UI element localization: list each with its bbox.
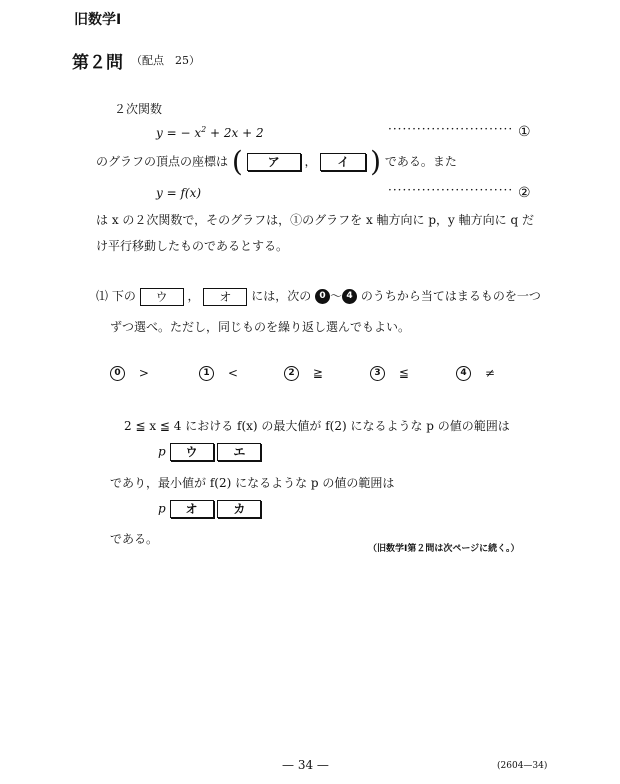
answer-box-ka[interactable]: カ <box>217 500 261 518</box>
question-1-pre: 下の <box>111 289 136 303</box>
choice-0-number: 0 <box>110 366 125 381</box>
choice-1-symbol: < <box>227 366 238 380</box>
question-1-line-2: ずつ選べ。ただし，同じものを繰り返し選んでもよい。 <box>110 320 411 334</box>
min-condition-text: であり，最小値が f(2) になるような p の値の範囲は <box>110 476 395 490</box>
description-line-2: け平行移動したものであるとする。 <box>96 239 289 253</box>
close-paren: ) <box>370 145 382 178</box>
equation-1-number: ① <box>518 124 531 140</box>
end-text: である。 <box>110 532 159 546</box>
equation-1-rhs: + 2x + 2 <box>206 126 264 140</box>
description-line-1: は x の２次関数で，そのグラフは，①のグラフを x 軸方向に p，y 軸方向に q だ <box>96 213 534 227</box>
min-answer-row <box>158 500 261 518</box>
equation-1-exponent: 2 <box>201 125 207 134</box>
equation-2-number: ② <box>518 185 531 201</box>
choice-1-number: 1 <box>199 366 214 381</box>
vertex-suffix: である。また <box>384 154 457 169</box>
question-1-post: のうちから当てはまるものを一つ <box>360 289 541 303</box>
vertex-comma: ， <box>304 154 317 169</box>
choice-2[interactable] <box>284 366 323 381</box>
page-number: — 34 — <box>282 758 329 772</box>
equation-1 <box>156 125 264 140</box>
vertex-line <box>96 145 457 178</box>
answer-box-e[interactable]: エ <box>217 443 261 461</box>
question-1-line-1 <box>96 287 541 306</box>
question-1-label: ⑴ <box>96 289 109 303</box>
choice-3[interactable] <box>370 366 409 381</box>
equation-1-dots: ·························· <box>388 122 514 136</box>
choice-2-symbol: ≧ <box>312 366 323 380</box>
choice-4-symbol: ≠ <box>484 366 495 380</box>
page-code: (2604—34) <box>497 761 548 771</box>
answer-box-o-2[interactable]: オ <box>170 500 214 518</box>
equation-2: y = f(x) <box>156 186 202 200</box>
answer-box-u[interactable]: ウ <box>140 288 184 306</box>
range-separator: ～ <box>330 289 343 303</box>
choice-4[interactable] <box>456 366 495 381</box>
choice-0[interactable] <box>110 366 149 381</box>
question-1-comma: ， <box>187 289 200 303</box>
choice-3-number: 3 <box>370 366 385 381</box>
choice-0-symbol: > <box>138 366 149 380</box>
range-to-marker: 4 <box>342 289 357 304</box>
problem-title: 第２問 <box>72 53 123 73</box>
problem-points: （配点 25） <box>131 54 200 67</box>
choice-2-number: 2 <box>284 366 299 381</box>
max-p-variable: p <box>158 444 166 459</box>
choice-1[interactable] <box>199 366 238 381</box>
vertex-prefix: のグラフの頂点の座標は <box>96 154 229 169</box>
equation-2-dots: ·························· <box>388 183 514 197</box>
continue-note: （旧数学Ⅰ第２問は次ページに続く。） <box>368 544 520 554</box>
intro-heading: ２次関数 <box>114 102 163 116</box>
choice-4-number: 4 <box>456 366 471 381</box>
range-from-marker: 0 <box>315 289 330 304</box>
answer-box-a[interactable]: ア <box>247 153 301 171</box>
subject-header: 旧数学Ⅰ <box>74 12 122 28</box>
equation-1-lhs: y = − x <box>156 126 202 140</box>
answer-box-u-2[interactable]: ウ <box>170 443 214 461</box>
max-condition-text: 2 ≦ x ≦ 4 における f(x) の最大値が f(2) になるような p の値の範囲は <box>124 419 510 433</box>
question-1-mid: には，次の <box>251 289 312 303</box>
max-answer-row <box>158 443 261 461</box>
answer-box-i[interactable]: イ <box>320 153 366 171</box>
choice-3-symbol: ≦ <box>398 366 409 380</box>
answer-box-o[interactable]: オ <box>203 288 247 306</box>
min-p-variable: p <box>158 501 166 516</box>
open-paren: ( <box>231 145 243 178</box>
